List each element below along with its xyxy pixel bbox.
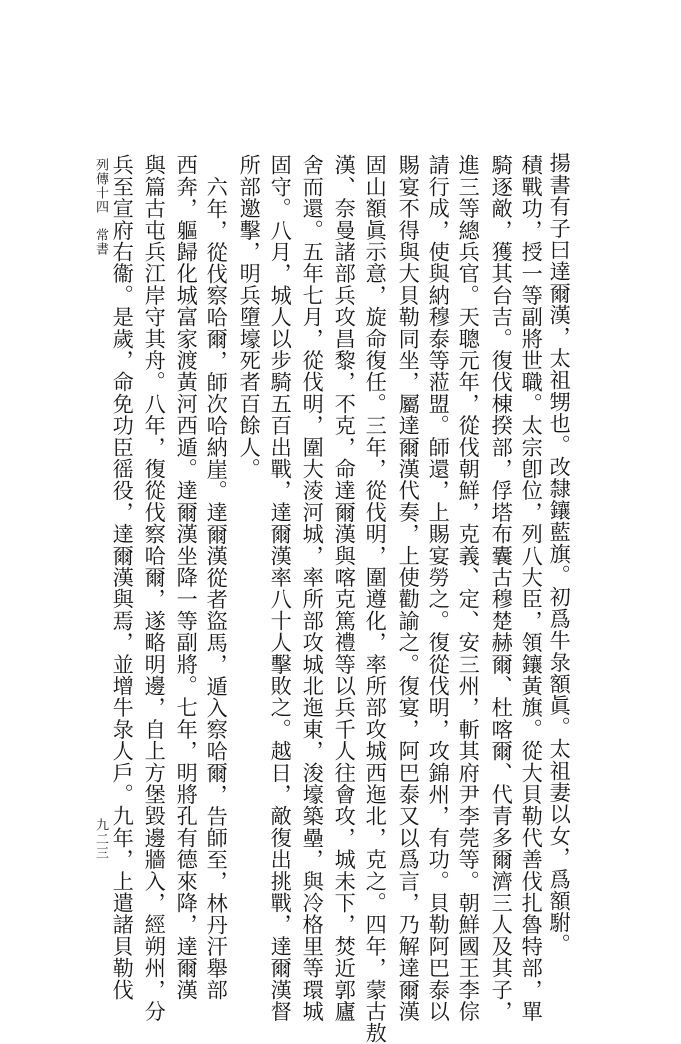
text-column: 請行成，使與納穆泰等蒞盟。師還，上賜宴勞之。復從伐明，攻錦州，有功。貝勒阿巴泰以 [426, 154, 452, 1022]
text-column: 固守。八月，城人以步騎五百出戰，達爾漢率八十人擊敗之。越日，敵復出挑戰，達爾漢督 [268, 154, 294, 1022]
text-column: 騎逐敵，獲其台吉。復伐棟揆部，俘塔布囊古穆楚赫爾、杜喀爾、代青多爾濟三人及其子， [489, 154, 515, 1022]
text-column: 漢、奈曼諸部兵攻昌黎，不克，命達爾漢與喀克篤禮等以兵千人往會攻，城未下，焚近郭廬 [332, 154, 358, 1022]
text-column: 舍而還。五年七月，從伐明，圍大淩河城，率所部攻城北迤東，浚壕築壘，與冷格里等環城 [300, 154, 326, 1022]
text-column: 所部邀擊，明兵墮壕死者百餘人。 [237, 154, 263, 480]
text-column: 固山額眞示意，旋命復任。三年，從伐明，圍遵化，率所部攻城西迤北，克之。四年，蒙古敖 [363, 154, 389, 1044]
page-number: 九二三 [93, 818, 108, 860]
running-title: 列傳十四 常書 [93, 158, 108, 256]
text-column: 兵至宣府右衞。是歲，命免功臣徭役，達爾漢與焉，並增牛彔人戶。九年，上遣諸貝勒伐 [110, 154, 136, 1001]
text-column: 進三等總兵官。天聰元年，從伐朝鮮，克義、定、安三州，斬其府尹李莞等。朝鮮國王李倧 [456, 154, 482, 1022]
text-column: 六年，從伐察哈爾，師次哈納崖。達爾漢從者盜馬，遁入察哈爾，告師至，林丹汗舉部 [204, 176, 230, 1001]
text-column: 西奔，軀歸化城富家渡黃河西遁。達爾漢坐降一等副將。七年，明將孔有德來降，達爾漢 [174, 154, 200, 1001]
text-column: 積戰功，授一等副將世職。太宗卽位，列八大臣，領鑲黃旗。從大貝勒代善伐扎魯特部，單 [519, 154, 545, 1022]
text-column: 賜宴不得與大貝勒同坐，屬達爾漢代奏，上使勸諭之。復宴，阿巴泰又以爲言，乃解達爾漢 [396, 154, 422, 1022]
text-column: 與篇古屯兵江岸守其舟。八年，復從伐察哈爾，遂略明邊，自上方堡毀邊牆入，經朔州，分 [142, 154, 168, 1022]
text-column: 揚書有子曰達爾漢，太祖甥也。改隸鑲藍旗。初爲牛彔額眞。太祖妻以女，爲額駙。 [547, 152, 573, 955]
